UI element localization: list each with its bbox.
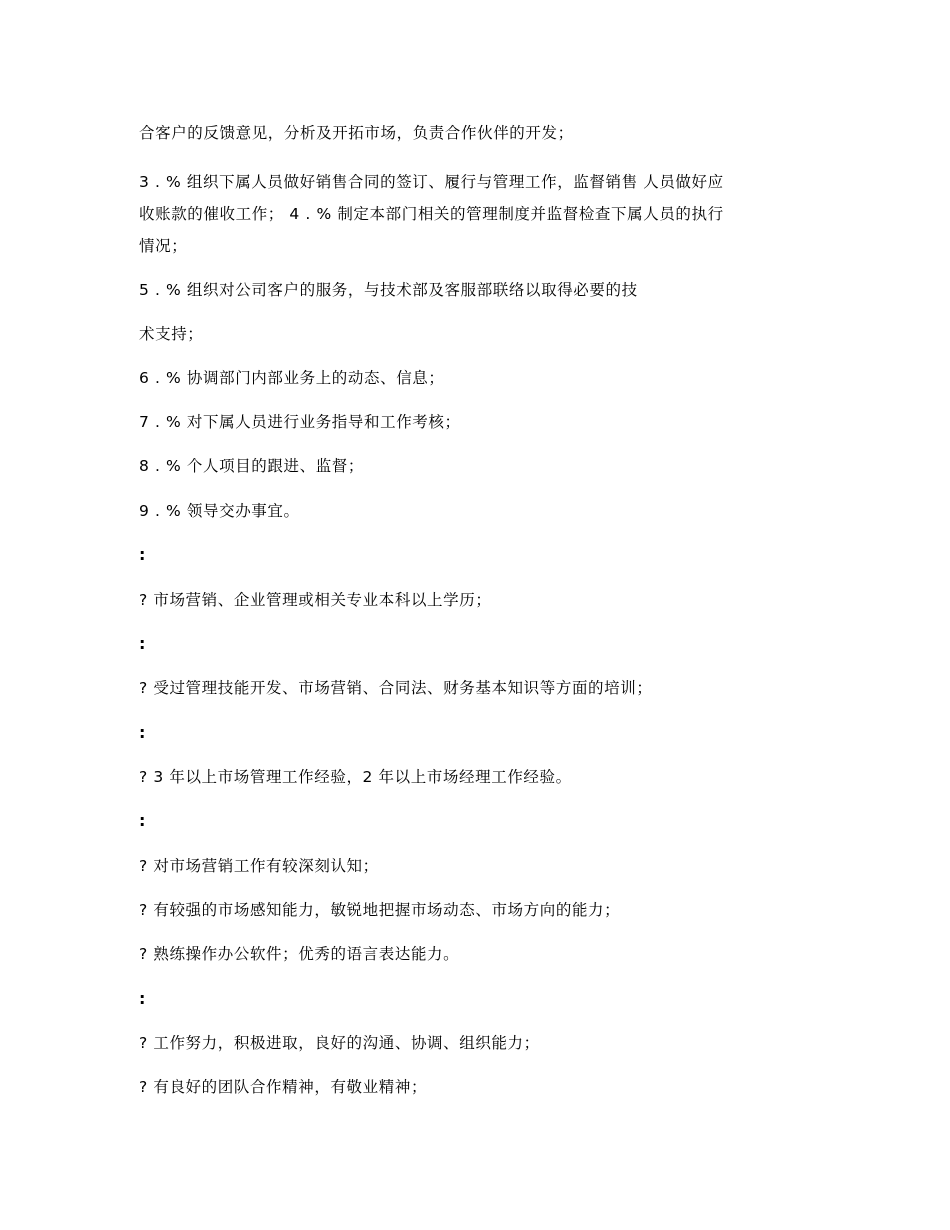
section-colon: : [139,634,146,653]
training-item: ? 受过管理技能开发、市场营销、合同法、财务基本知识等方面的培训； [139,679,653,697]
education-item: ? 市场营销、企业管理或相关专业本科以上学历； [139,591,492,609]
section-colon: : [139,989,146,1008]
skill-item-1: ? 对市场营销工作有较深刻认知； [139,857,379,875]
duty-item-5-line-2: 术支持； [139,325,204,343]
text-line-1: 合客户的反馈意见，分析及开拓市场，负责合作伙伴的开发； [139,124,574,142]
section-colon: : [139,545,146,564]
duty-item-3-line-1: 3 . % 组织下属人员做好销售合同的签订、履行与管理工作，监督销售 人员做好应 [139,173,724,191]
quality-item-1: ? 工作努力，积极进取，良好的沟通、协调、组织能力； [139,1034,540,1052]
section-colon: : [139,811,146,830]
duty-item-6: 6 . % 协调部门内部业务上的动态、信息； [139,369,445,387]
duty-item-9: 9 . % 领导交办事宜。 [139,502,300,520]
duty-item-8: 8 . % 个人项目的跟进、监督； [139,457,364,475]
duty-item-3-line-2: 收账款的催收工作； 4 . % 制定本部门相关的管理制度并监督检查下属人员的执行 [139,205,724,223]
duty-item-7: 7 . % 对下属人员进行业务指导和工作考核； [139,413,461,431]
duty-item-4-line-2: 情况； [139,237,188,255]
duty-item-5-line-1: 5 . % 组织对公司客户的服务，与技术部及客服部联络以取得必要的技 [139,281,638,299]
section-colon: : [139,723,146,742]
skill-item-2: ? 有较强的市场感知能力，敏锐地把握市场动态、市场方向的能力； [139,901,621,919]
skill-item-3: ? 熟练操作办公软件；优秀的语言表达能力。 [139,945,460,963]
quality-item-2: ? 有良好的团队合作精神，有敬业精神； [139,1078,428,1096]
experience-item: ? 3 年以上市场管理工作经验，2 年以上市场经理工作经验。 [139,768,572,786]
